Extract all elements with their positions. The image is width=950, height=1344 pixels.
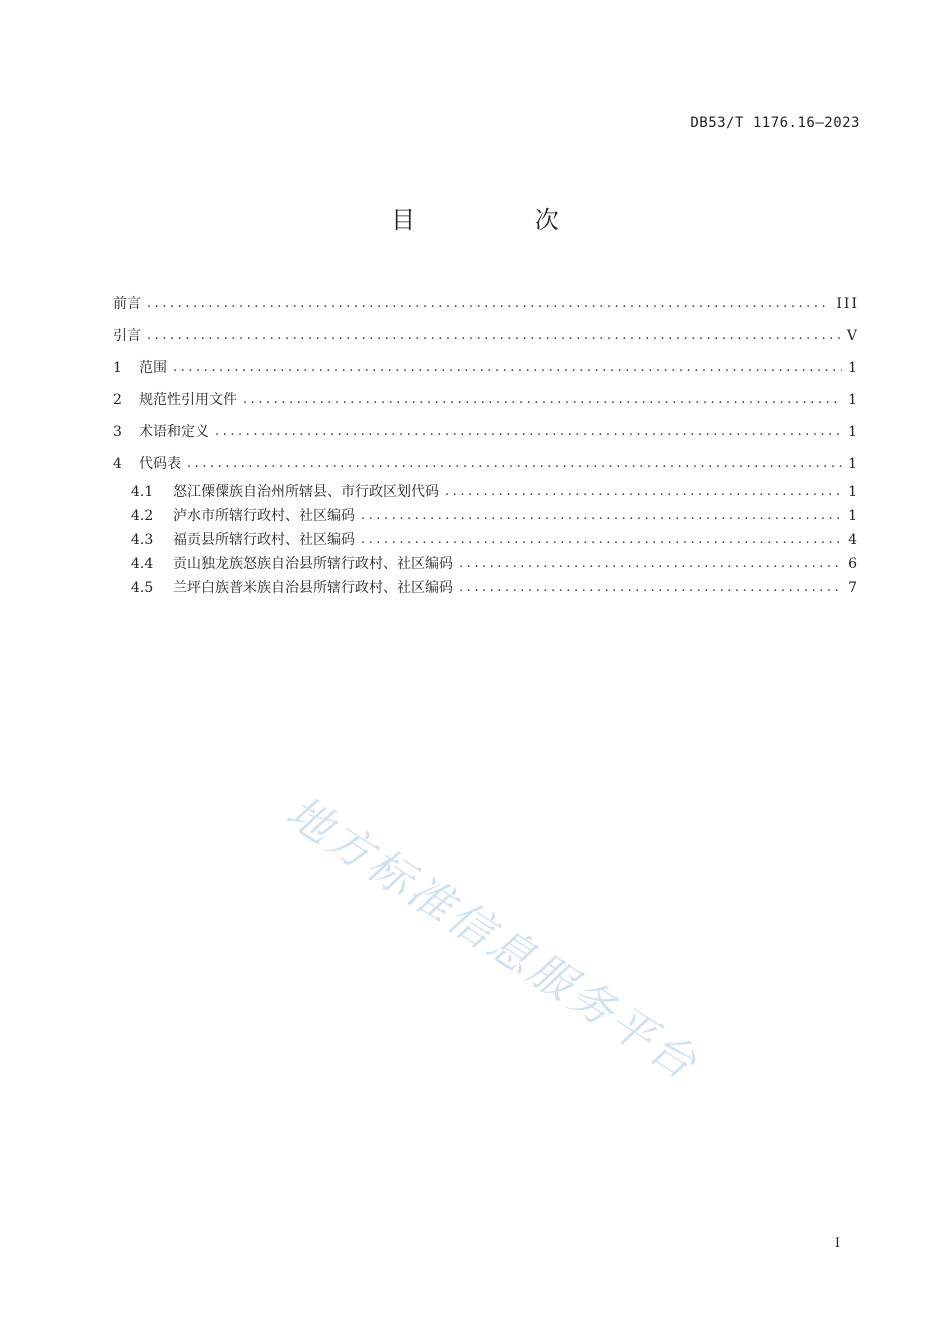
toc-leader-dots bbox=[445, 482, 842, 502]
toc-entry-label: 术语和定义 bbox=[139, 424, 209, 440]
toc-entry-page: 1 bbox=[848, 456, 859, 472]
toc-entry-page: 7 bbox=[848, 580, 859, 596]
toc-entry-label: 范围 bbox=[139, 360, 167, 376]
toc-entry-number: 4.2 bbox=[131, 508, 154, 524]
toc-entry-label: 怒江傈僳族自治州所辖县、市行政区划代码 bbox=[173, 484, 439, 500]
toc-leader-dots bbox=[173, 358, 842, 378]
toc-entry-page: 6 bbox=[848, 556, 859, 572]
toc-entry-introduction[interactable] bbox=[113, 320, 859, 352]
toc-entry-page: 1 bbox=[848, 360, 859, 376]
toc-entry-page: 4 bbox=[848, 532, 859, 548]
toc-entry-number: 4 bbox=[113, 456, 122, 472]
toc-leader-dots bbox=[243, 390, 842, 410]
toc-leader-dots bbox=[361, 530, 842, 550]
toc-entry-4-1[interactable] bbox=[113, 480, 859, 504]
toc-leader-dots bbox=[147, 326, 841, 346]
toc-entry-label: 兰坪白族普米族自治县所辖行政村、社区编码 bbox=[173, 580, 453, 596]
toc-entry-number: 4.5 bbox=[131, 580, 154, 596]
toc-entry-foreword[interactable] bbox=[113, 288, 859, 320]
toc-entry-4-4[interactable] bbox=[113, 552, 859, 576]
toc-entry-page: 1 bbox=[848, 484, 859, 500]
toc-entry-scope[interactable] bbox=[113, 352, 859, 384]
toc-entry-label: 福贡县所辖行政村、社区编码 bbox=[173, 532, 355, 548]
table-of-contents bbox=[113, 288, 859, 600]
toc-entry-number: 4.4 bbox=[131, 556, 154, 572]
toc-entry-terms-definitions[interactable] bbox=[113, 416, 859, 448]
document-code: DB53/T 1176.16—2023 bbox=[690, 115, 860, 131]
toc-entry-number: 2 bbox=[113, 392, 122, 408]
toc-entry-4-2[interactable] bbox=[113, 504, 859, 528]
toc-entry-label: 代码表 bbox=[139, 456, 181, 472]
toc-entry-label: 贡山独龙族怒族自治县所辖行政村、社区编码 bbox=[173, 556, 453, 572]
toc-entry-page: III bbox=[836, 296, 859, 312]
toc-entry-page: 1 bbox=[848, 508, 859, 524]
toc-entry-number: 1 bbox=[113, 360, 122, 376]
page-number: I bbox=[834, 1236, 840, 1251]
toc-leader-dots bbox=[215, 422, 842, 442]
toc-entry-page: 1 bbox=[848, 392, 859, 408]
toc-leader-dots bbox=[459, 554, 842, 574]
toc-entry-number: 4.1 bbox=[131, 484, 154, 500]
toc-entry-label: 引言 bbox=[113, 328, 141, 344]
toc-entry-label: 规范性引用文件 bbox=[139, 392, 237, 408]
toc-entry-page: V bbox=[846, 328, 859, 344]
toc-entry-number: 4.3 bbox=[131, 532, 154, 548]
toc-entry-number: 3 bbox=[113, 424, 122, 440]
toc-leader-dots bbox=[459, 578, 842, 598]
watermark-text: 地方标准信息服务平台 bbox=[277, 786, 708, 1091]
toc-leader-dots bbox=[361, 506, 842, 526]
toc-entry-page: 1 bbox=[848, 424, 859, 440]
toc-entry-code-tables[interactable] bbox=[113, 448, 859, 480]
toc-entry-normative-references[interactable] bbox=[113, 384, 859, 416]
toc-leader-dots bbox=[147, 294, 830, 314]
toc-entry-label: 前言 bbox=[113, 296, 141, 312]
toc-entry-4-3[interactable] bbox=[113, 528, 859, 552]
toc-leader-dots bbox=[187, 454, 842, 474]
page-title: 目 次 bbox=[391, 206, 615, 234]
toc-entry-label: 泸水市所辖行政村、社区编码 bbox=[173, 508, 355, 524]
toc-entry-4-5[interactable] bbox=[113, 576, 859, 600]
